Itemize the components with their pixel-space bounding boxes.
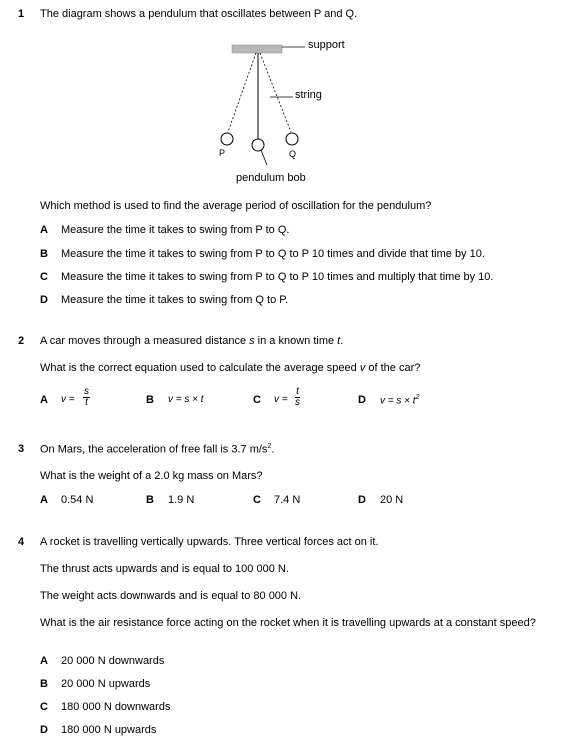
equation-lhs: v = [61,394,75,405]
option-letter: D [358,494,366,506]
question-text: Which method is used to find the average period of oscillation for the pendulum? [40,200,432,212]
option-letter: D [40,724,48,736]
option-letter: A [40,394,48,406]
option-text: 180 000 N downwards [61,701,171,713]
option-letter: C [40,701,48,713]
option-text: 180 000 N upwards [61,724,157,736]
symbol-s: s [249,335,255,347]
equation-lhs: v = [274,394,288,405]
fraction [83,387,90,408]
string-right-dashed [260,53,291,132]
option-text: Measure the time it takes to swing from P to Q. [61,224,290,236]
q-label: Q [289,149,297,159]
option-letter: D [40,294,48,306]
option-letter: B [40,248,48,260]
question-stem [40,443,274,456]
question-stem: A rocket is travelling vertically upwards. Three vertical forces act on it. [40,536,379,548]
fraction-numerator: s [84,386,89,397]
fraction-denominator: s [295,397,300,408]
equation [380,394,419,406]
bob-label: pendulum bob [236,172,306,184]
question-text: What is the air resistance force acting on the rocket when it is travelling upwards at a constant speed? [40,617,536,629]
option-text: 0.54 N [61,494,94,506]
stem-text: . [340,335,344,347]
question-stem: The diagram shows a pendulum that oscillates between P and Q. [40,8,358,20]
option-text: Measure the time it takes to swing from P to Q to P 10 times and divide that time by 10. [61,248,485,260]
option-text: Measure the time it takes to swing from Q to P. [61,294,289,306]
option-text: 20 000 N downwards [61,655,165,667]
option-text: 20 000 N upwards [61,678,151,690]
option-text: 7.4 N [274,494,301,506]
bob-center [252,139,264,151]
option-letter: B [40,678,48,690]
option-letter: A [40,224,48,236]
stem-text: A car moves through a measured distance [40,335,250,347]
option-letter: C [253,494,261,506]
bob-leader [261,150,267,165]
string-left-dashed [228,53,256,132]
question-number: 4 [18,536,25,548]
symbol-t: t [337,335,341,347]
fraction-numerator: t [296,386,299,397]
exponent: 2 [267,443,272,450]
option-letter: C [253,394,261,406]
equation-text: v = s × t [380,395,416,407]
stem-text: On Mars, the acceleration of free fall is 3.7 m/s [40,443,268,456]
string-label: string [295,89,322,101]
option-text: Measure the time it takes to swing from P to Q to P 10 times and multiply that time by 10. [61,271,494,283]
question-line: The thrust acts upwards and is equal to 100 000 N. [40,563,289,575]
question-text: What is the weight of a 2.0 kg mass on Mars? [40,470,263,482]
question-line: The weight acts downwards and is equal to 80 000 N. [40,590,302,602]
pendulum-diagram [200,36,360,188]
option-text: 1.9 N [168,494,195,506]
option-letter: B [146,394,154,406]
question-stem [40,335,343,347]
question-number: 2 [18,335,25,347]
question-text-part: of the car? [365,362,421,374]
question-number: 3 [18,443,25,455]
option-text: 20 N [380,494,404,506]
stem-text: . [271,443,275,456]
option-letter: B [146,494,154,506]
fraction [295,387,300,408]
option-letter: D [358,394,366,406]
option-letter: A [40,494,48,506]
symbol-v: v [359,362,366,374]
equation: v = s × t [168,394,204,405]
question-text [40,362,420,374]
fraction-denominator: t [85,397,88,408]
support-label: support [308,39,345,51]
question-text-part: What is the correct equation used to calculate the average speed [40,362,360,374]
option-letter: A [40,655,48,667]
bob-q [286,133,298,145]
p-label: P [219,148,226,158]
support-bar [232,45,282,53]
option-letter: C [40,271,48,283]
bob-p [221,133,233,145]
question-number: 1 [18,8,25,20]
stem-text: in a known time [254,335,338,347]
exponent: 2 [415,394,420,401]
